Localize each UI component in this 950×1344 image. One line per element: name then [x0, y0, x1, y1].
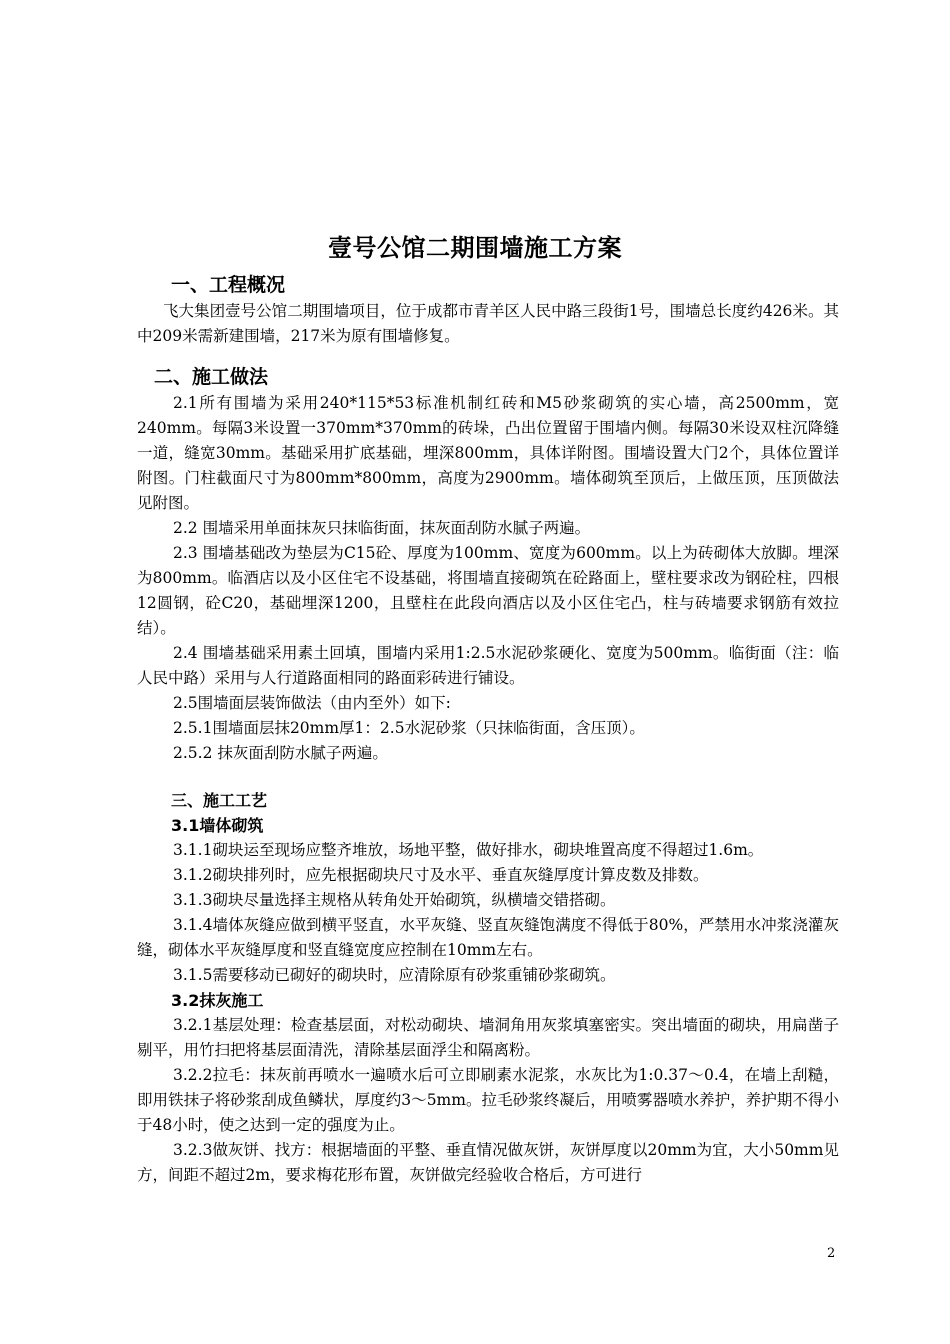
- paragraph: 3.1.3砌块尽量选择主规格从转角处开始砌筑，纵横墙交错搭砌。: [173, 891, 616, 909]
- paragraph: 2.5.2 抹灰面刮防水腻子两遍。: [173, 744, 388, 762]
- subsection-heading-masonry: 3.1墙体砌筑: [171, 816, 264, 835]
- paragraph: 2.2 围墙采用单面抹灰只抹临街面，抹灰面刮防水腻子两遍。: [173, 519, 591, 537]
- paragraph: 3.1.4墙体灰缝应做到横平竖直，水平灰缝、竖直灰缝饱满度不得低于80%，严禁用水冲浆浇灌灰缝，砌体水平灰缝厚度和竖直缝宽度应控制在10mm左右。: [137, 916, 839, 959]
- paragraph: 2.4 围墙基础采用素土回填，围墙内采用1:2.5水泥砂浆硬化、宽度为500mm。临街面（注：临人民中路）采用与人行道路面相同的路面彩砖进行铺设。: [137, 644, 839, 687]
- section-heading-overview: 一、工程概况: [171, 274, 286, 296]
- paragraph: 2.5.1围墙面层抹20mm厚1：2.5水泥砂浆（只抹临街面，含压顶）。: [173, 719, 645, 737]
- paragraph: 3.1.5需要移动已砌好的砌块时，应清除原有砂浆重铺砂浆砌筑。: [173, 966, 616, 984]
- subsection-heading-plastering: 3.2抹灰施工: [171, 991, 264, 1010]
- document-title: 壹号公馆二期围墙施工方案: [328, 234, 622, 262]
- paragraph: 2.5围墙面层装饰做法（由内至外）如下:: [173, 694, 451, 712]
- paragraph: 3.1.1砌块运至现场应整齐堆放，场地平整，做好排水，砌块堆置高度不得超过1.6m。: [173, 841, 764, 859]
- paragraph: 3.2.3做灰饼、找方：根据墙面的平整、垂直情况做灰饼，灰饼厚度以20mm为宜，大小50mm见方，间距不超过2m，要求梅花形布置，灰饼做完经验收合格后，方可进行: [137, 1141, 839, 1184]
- paragraph: 3.2.1基层处理：检查基层面，对松动砌块、墙洞角用灰浆填塞密实。突出墙面的砌块，用扁凿子剔平，用竹扫把将基层面清洗，清除基层面浮尘和隔离粉。: [137, 1016, 839, 1059]
- section-heading-process: 三、施工工艺: [171, 791, 268, 810]
- section-heading-method: 二、施工做法: [154, 366, 269, 388]
- paragraph: 3.1.2砌块排列时，应先根据砌块尺寸及水平、垂直灰缝厚度计算皮数及排数。: [173, 866, 709, 884]
- page-number: 2: [827, 1246, 836, 1261]
- paragraph: 2.3 围墙基础改为垫层为C15砼、厚度为100mm、宽度为600mm。以上为砖砌体大放脚。埋深为800mm。临酒店以及小区住宅不设基础，将围墙直接砌筑在砼路面上，壁柱要求改为钢砼柱，四根12圆钢，砼C20，基础埋深1200，且壁柱在此段向酒店以及小区住宅凸，柱与砖墙要求钢筋有效拉结）。: [137, 544, 839, 637]
- document-body: [137, 272, 839, 1188]
- paragraph: 3.2.2拉毛：抹灰前再喷水一遍喷水后可立即刷素水泥浆，水灰比为1:0.37～0.4，在墙上刮糙，即用铁抹子将砂浆刮成鱼鳞状，厚度约3～5mm。拉毛砂浆终凝后，用喷雾器喷水养护，养护期不得小于48小时，使之达到一定的强度为止。: [137, 1066, 839, 1134]
- paragraph: 飞大集团壹号公馆二期围墙项目，位于成都市青羊区人民中路三段街1号，围墙总长度约426米。其中209米需新建围墙，217米为原有围墙修复。: [137, 302, 839, 345]
- paragraph: 2.1所有围墙为采用240*115*53标准机制红砖和M5砂浆砌筑的实心墙，高2500mm，宽240mm。每隔3米设置一370mm*370mm的砖垛，凸出位置留于围墙内侧。每隔30米设双柱沉降缝一道，缝宽30mm。基础采用扩底基础，埋深800mm，具体详附图。围墙设置大门2个，具体位置详附图。门柱截面尺寸为800mm*800mm，高度为2900mm。墙体砌筑至顶后，上做压顶，压顶做法见附图。: [137, 394, 839, 512]
